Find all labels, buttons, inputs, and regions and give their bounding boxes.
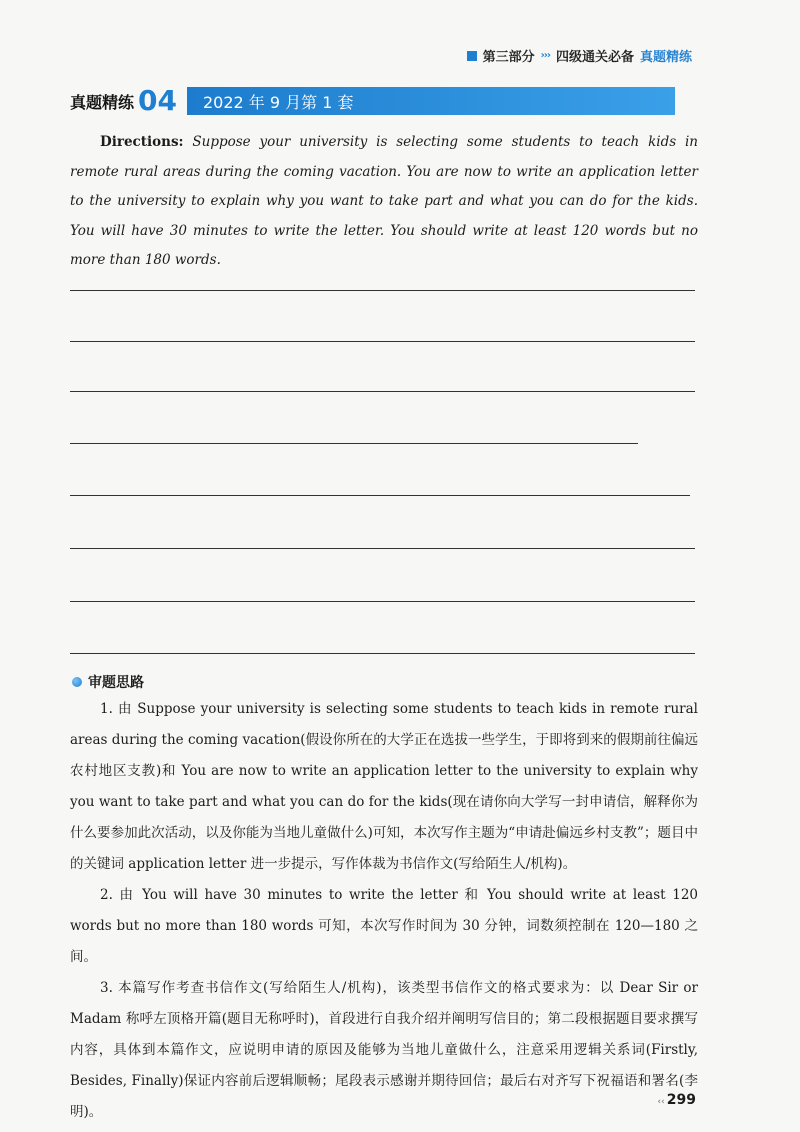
writing-line: [70, 601, 695, 602]
header-accent: 真题精练: [639, 50, 692, 65]
title-bar: [187, 87, 675, 115]
blue-dot-icon: [72, 677, 82, 687]
analysis-paragraph-1: 1. 由 Suppose your university is selecting some students to teach kids in remote rural areas during the coming vacation(假设你所在的大学正在选拔一些学生，于即将到来的假期前往偏远农村地区支教)和 You are now to write an application letter to the university to explain why you want to take part and what you can do for the kids(现在请你向大学写一封申请信，解释你为什么要参加此次活动，以及你能为当地儿童做什么)可知，本次写作主题为“申请赴偏远乡村支教”；题目中的关键词 application letter 进一步提示，写作体裁为书信作文(写给陌生人/机构)。: [70, 701, 698, 872]
directions-paragraph: [70, 128, 698, 276]
writing-line: [70, 548, 695, 549]
writing-line: [70, 653, 695, 654]
writing-line: [70, 443, 638, 444]
analysis-paragraph-2: 2. 由 You will have 30 minutes to write the letter 和 You should write at least 120 words but no more than 180 words 可知，本次写作时间为 30 分钟，词数须控制在 120—180 之间。: [70, 887, 698, 965]
directions-label: Directions:: [100, 134, 184, 150]
page-number-text: 299: [666, 1092, 696, 1108]
writing-line: [70, 290, 695, 291]
page-number: [657, 1092, 696, 1108]
writing-line: [70, 391, 695, 392]
analysis-paragraph-3: 3. 本篇写作考查书信作文(写给陌生人/机构)，该类型书信作文的格式要求为：以 Dear Sir or Madam 称呼左顶格开篇(题目无称呼时)，首段进行自我介绍并阐明写信目的；第二段根据题目要求撰写内容，具体到本篇作文，应说明申请的原因及能够为当地儿童做什么，注意采用逻辑关系词(Firstly, Besides, Finally)保证内容前后逻辑顺畅；尾段表示感谢并期待回信；最后右对齐写下祝福语和署名(李明)。: [70, 980, 698, 1120]
running-header: [467, 46, 692, 65]
title-label: 真题精练: [70, 92, 135, 112]
writing-line: [70, 341, 695, 342]
square-bullet-icon: [467, 51, 477, 61]
title-number: 04: [138, 84, 177, 117]
title-bar-text: 2022 年 9 月第 1 套: [202, 92, 354, 112]
analysis-title: 审题思路: [88, 675, 144, 691]
analysis-body: [70, 694, 698, 1128]
triple-arrow-icon: ›››: [540, 50, 550, 61]
exercise-title: [70, 86, 675, 116]
directions-text: Suppose your university is selecting some students to teach kids in remote rural areas during the coming vacation. You are now to write an application letter to the university to explain why you want to take part and what you can do for the kids. You will have 30 minutes to write the letter. You should write at least 120 words but no more than 180 words.: [70, 134, 698, 268]
header-part: 第三部分: [482, 50, 535, 65]
writing-line: [70, 495, 690, 496]
header-section: 四级通关必备: [555, 50, 634, 65]
page-marker-icon: ‹‹: [657, 1097, 665, 1107]
analysis-heading: [72, 672, 144, 692]
